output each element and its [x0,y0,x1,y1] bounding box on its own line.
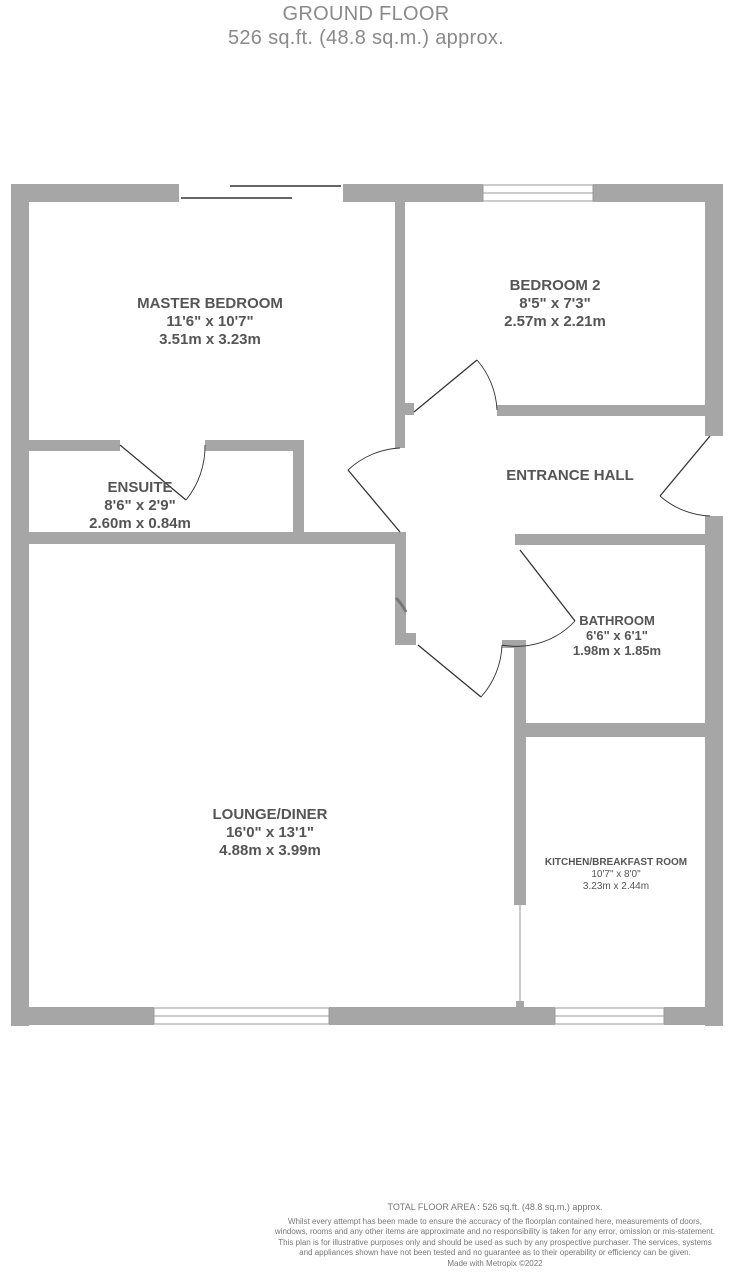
room-dim-metric: 2.57m x 2.21m [504,313,606,330]
room-ensuite [60,479,220,533]
room-entrance-hall [470,467,670,485]
room-dim-imperial: 16'0" x 13'1" [225,824,315,841]
disclaimer-text: Whilst every attempt has been made to ensure the accuracy of the floorplan contained here, measurements of doors, windows, rooms and any other items are approximate and no responsibility is taken for any error, omission or mis-statement. This plan is for illustrative purposes only and should be used as such by any prospective purchaser. The services, systems and appliances shown have not been tested and no guarantee as to their operability or efficiency can be given. [274,1216,716,1257]
room-kitchen [530,857,702,893]
room-dim-imperial: 8'5" x 7'3" [519,295,591,312]
room-name: LOUNGE/DINER [212,806,328,823]
room-dim-imperial: 11'6" x 10'7" [166,313,254,330]
room-bedroom-2 [465,277,645,331]
room-dim-imperial: 10'7" x 8'0" [591,869,641,880]
made-with-credit: Made with Metropix ©2022 [447,1258,543,1268]
total-floor-area: TOTAL FLOOR AREA : 526 sq.ft. (48.8 sq.m.) approx. [387,1202,603,1212]
room-name: MASTER BEDROOM [137,295,283,312]
floor-name: GROUND FLOOR [282,3,450,25]
room-dim-imperial: 8'6" x 2'9" [104,497,176,514]
room-name: ENSUITE [107,479,173,496]
room-name: BEDROOM 2 [509,277,601,294]
room-dim-metric: 3.23m x 2.44m [582,881,650,892]
room-dim-metric: 4.88m x 3.99m [219,842,321,859]
room-lounge-diner [170,806,370,860]
room-name: BATHROOM [579,613,655,628]
room-bathroom [547,613,687,658]
floor-area: 526 sq.ft. (48.8 sq.m.) approx. [227,27,505,49]
room-name: ENTRANCE HALL [506,467,634,484]
room-dim-metric: 2.60m x 0.84m [89,515,191,532]
room-dim-metric: 3.51m x 3.23m [159,331,261,348]
plan-footer [272,1202,718,1269]
room-name: KITCHEN/BREAKFAST ROOM [544,857,688,868]
sliding-door [181,186,341,198]
room-master-bedroom [110,295,310,349]
room-dim-imperial: 6'6" x 6'1" [586,628,648,643]
room-dim-metric: 1.98m x 1.85m [572,643,662,658]
